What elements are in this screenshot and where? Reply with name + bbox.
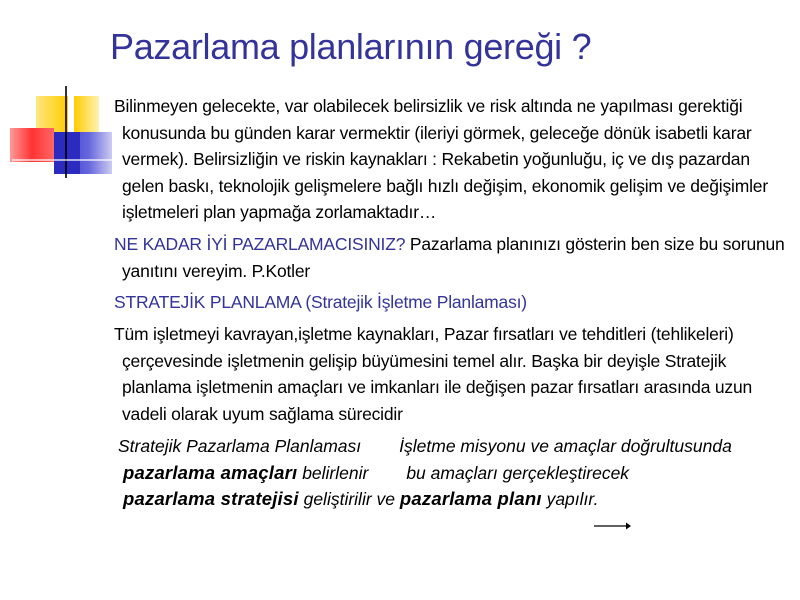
flow-label-mission: İşletme misyonu ve amaçlar doğrultusunda bbox=[399, 436, 732, 456]
heading-strategic-planning: STRATEJİK PLANLAMA (Stratejik İşletme Planlaması) bbox=[114, 292, 527, 312]
yellow-block-right bbox=[74, 96, 99, 134]
flow-developed: geliştirilir ve bbox=[298, 489, 396, 509]
paragraph-planning-reason: Bilinmeyen gelecekte, var olabilecek belirsizlik ve risk altında ne yapılması gerektiği konusunda bu günden karar vermektir (ileriyi görmek, geleceğe dönük isabetli karar vermek). Belirsizliğin ve riskin kaynakları : Rekabetin yoğunluğu, iç ve dış pazardan gelen baskı, teknolojik gelişmelere bağlı hızlı değişim, ekonomik gelişim ve değişimler işletmeleri plan yapmağa zorlamaktadır… bbox=[114, 96, 768, 222]
slide-title: Pazarlama planlarının gereği ? bbox=[110, 26, 592, 67]
flow-line-3 bbox=[118, 486, 788, 513]
arrow-right-icon bbox=[592, 520, 632, 532]
red-block bbox=[10, 128, 54, 162]
flow-goals-realize: bu amaçları gerçekleştirecek bbox=[406, 462, 630, 483]
paragraph-kotler-quote bbox=[114, 231, 794, 284]
kotler-question: NE KADAR İYİ PAZARLAMACISINIZ? bbox=[114, 234, 406, 254]
flow-marketing-plan: pazarlama planı bbox=[399, 488, 542, 509]
kotler-answer: Pazarlama planınızı gösterin ben size bu sorunun yanıtını vereyim. P.Kotler bbox=[122, 234, 785, 281]
strategic-marketing-planning-flow bbox=[118, 433, 788, 513]
blue-block-dark bbox=[54, 132, 80, 174]
flow-line-1 bbox=[118, 433, 788, 460]
flow-made: yapılır. bbox=[541, 489, 599, 509]
flow-marketing-strategy: pazarlama stratejisi bbox=[123, 488, 299, 509]
decorative-blocks bbox=[8, 86, 118, 186]
flow-label-spp: Stratejik Pazarlama Planlaması bbox=[118, 436, 362, 456]
flow-determined: belirlenir bbox=[297, 462, 369, 483]
flow-marketing-goals: pazarlama amaçları bbox=[123, 461, 298, 483]
flow-line-2 bbox=[118, 460, 788, 487]
paragraph-strategic-planning-definition: Tüm işletmeyi kavrayan,işletme kaynakları, Pazar fırsatları ve tehditleri (tehlikeleri) çerçevesinde işletmenin gelişip büyümesini temel alır. Başka bir deyişle Stratejik planlama işletmenin amaçları ve imkanları ile değişen pazar fırsatları arasında uzun vadeli olarak uyum sağlama sürecidir bbox=[114, 324, 753, 424]
